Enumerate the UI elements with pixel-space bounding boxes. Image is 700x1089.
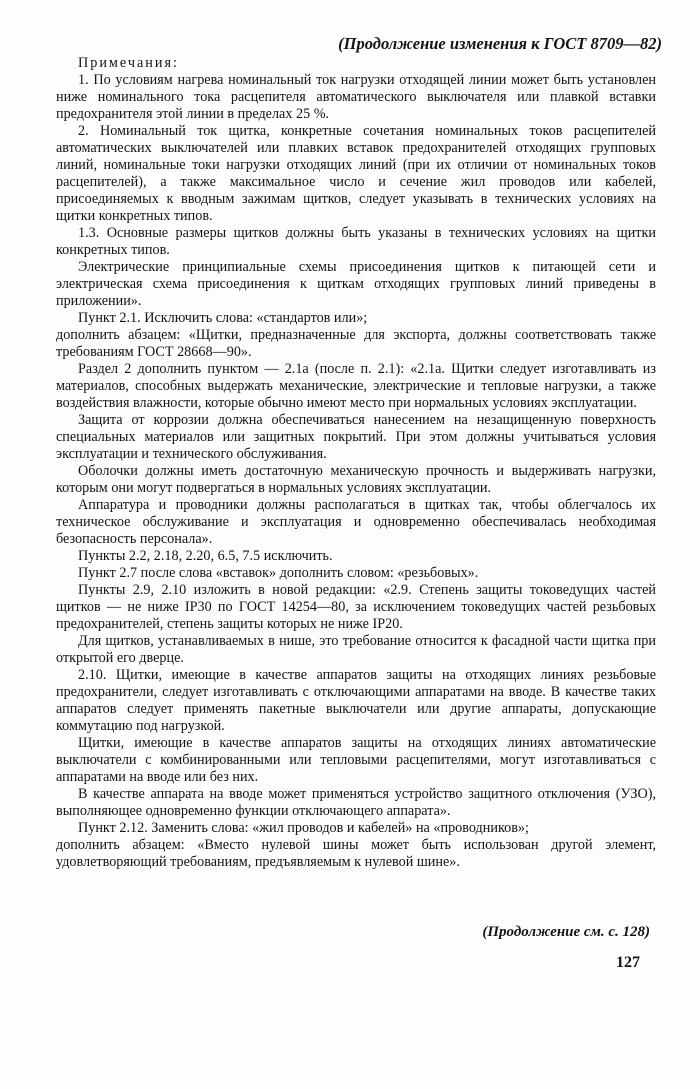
continuation-note: (Продолжение см. с. 128) — [482, 924, 650, 940]
item-2-9: Пункты 2.9, 2.10 изложить в новой редакции: «2.9. Степень защиты токоведущих частей щитков — не ниже IP30 по ГОСТ 14254—80, за исключением токоведущих частей резьбовых предохранителей, степень защиты которых не ниже IP20. — [56, 582, 656, 632]
item-2-10: 2.10. Щитки, имеющие в качестве аппаратов защиты на отходящих линиях резьбовые предохранители, следует изготавливать с отключающими аппаратами на вводе. В качестве таких аппаратов следует применять пакетные выключатели или другие аппараты, допускающие коммутацию под нагрузкой. — [56, 667, 656, 734]
item-2-12: Пункт 2.12. Заменить слова: «жил проводов и кабелей» на «проводников»; — [78, 820, 529, 836]
running-header: (Продолжение изменения к ГОСТ 8709—82) — [338, 34, 662, 53]
item-2-7: Пункт 2.7 после слова «вставок» дополнить словом: «резьбовых». — [78, 565, 479, 581]
enclosure-paragraph: Оболочки должны иметь достаточную механическую прочность и выдерживать нагрузки, которым они могут подвергаться в нормальных условиях эксплуатации. — [56, 463, 656, 496]
equipment-paragraph: Аппаратура и проводники должны располагаться в щитках так, чтобы облегчалось их техническое обслуживание и эксплуатация и одновременно обеспечивалась необходимая безопасность персонала». — [56, 497, 656, 547]
notes-title: Примечания: — [78, 55, 179, 71]
breakers-paragraph: Щитки, имеющие в качестве аппаратов защиты на отходящих линиях автоматические выключатели с комбинированными или тепловыми расцепителями, могут изготавливаться с аппаратами на вводе или без них. — [56, 735, 656, 785]
note-2: 2. Номинальный ток щитка, конкретные сочетания номинальных токов расцепителей автоматических выключателей или плавких вставок предохранителей отходящих групповых линий, номинальные токи нагрузки отходящих линий (при их отличии от номинальных токов расцепителей), а также максимальное число и сечение жил проводов или кабелей, присоединяемых к вводным зажимам щитков, следует указывать в технических условиях на щитки конкретных типов. — [56, 123, 656, 224]
item-2-1-addition: дополнить абзацем: «Щитки, предназначенные для экспорта, должны соответствовать также требованиям ГОСТ 28668—90». — [56, 327, 656, 360]
items-excluded: Пункты 2.2, 2.18, 2.20, 6.5, 7.5 исключить. — [78, 548, 333, 564]
item-2-12-addition: дополнить абзацем: «Вместо нулевой шины может быть использован другой элемент, удовлетворяющий требованиям, предъявляемым к нулевой шине». — [56, 837, 656, 870]
page-number: 127 — [616, 954, 640, 971]
schemes-paragraph: Электрические принципиальные схемы присоединения щитков к питающей сети и электрическая схема присоединения к щиткам отходящих групповых линий приведены в приложении». — [56, 259, 656, 309]
note-1: 1. По условиям нагрева номинальный ток нагрузки отходящей линии может быть установлен ниже номинального тока расцепителя автоматического выключателя или плавкой вставки предохранителя этой линии в пределах 25 %. — [56, 72, 656, 122]
niche-paragraph: Для щитков, устанавливаемых в нише, это требование относится к фасадной части щитка при открытой его дверце. — [56, 633, 656, 666]
corrosion-paragraph: Защита от коррозии должна обеспечиваться нанесением на незащищенную поверхность специальных материалов или защитных покрытий. При этом должны учитываться условия эксплуатации и технического обслуживания. — [56, 412, 656, 462]
section-2-addition: Раздел 2 дополнить пунктом — 2.1а (после п. 2.1): «2.1а. Щитки следует изготавливать из материалов, способных выдержать механические, электрические и тепловые нагрузки, а также воздействия влажности, которые обычно имеют место при нормальных условиях эксплуатации. — [56, 361, 656, 411]
document-body — [56, 55, 656, 871]
rcd-paragraph: В качестве аппарата на вводе может применяться устройство защитного отключения (УЗО), выполняющее одновременно функции отключающего аппарата». — [56, 786, 656, 819]
clause-1-3: 1.3. Основные размеры щитков должны быть указаны в технических условиях на щитки конкретных типов. — [56, 225, 656, 258]
item-2-1: Пункт 2.1. Исключить слова: «стандартов или»; — [78, 310, 368, 326]
